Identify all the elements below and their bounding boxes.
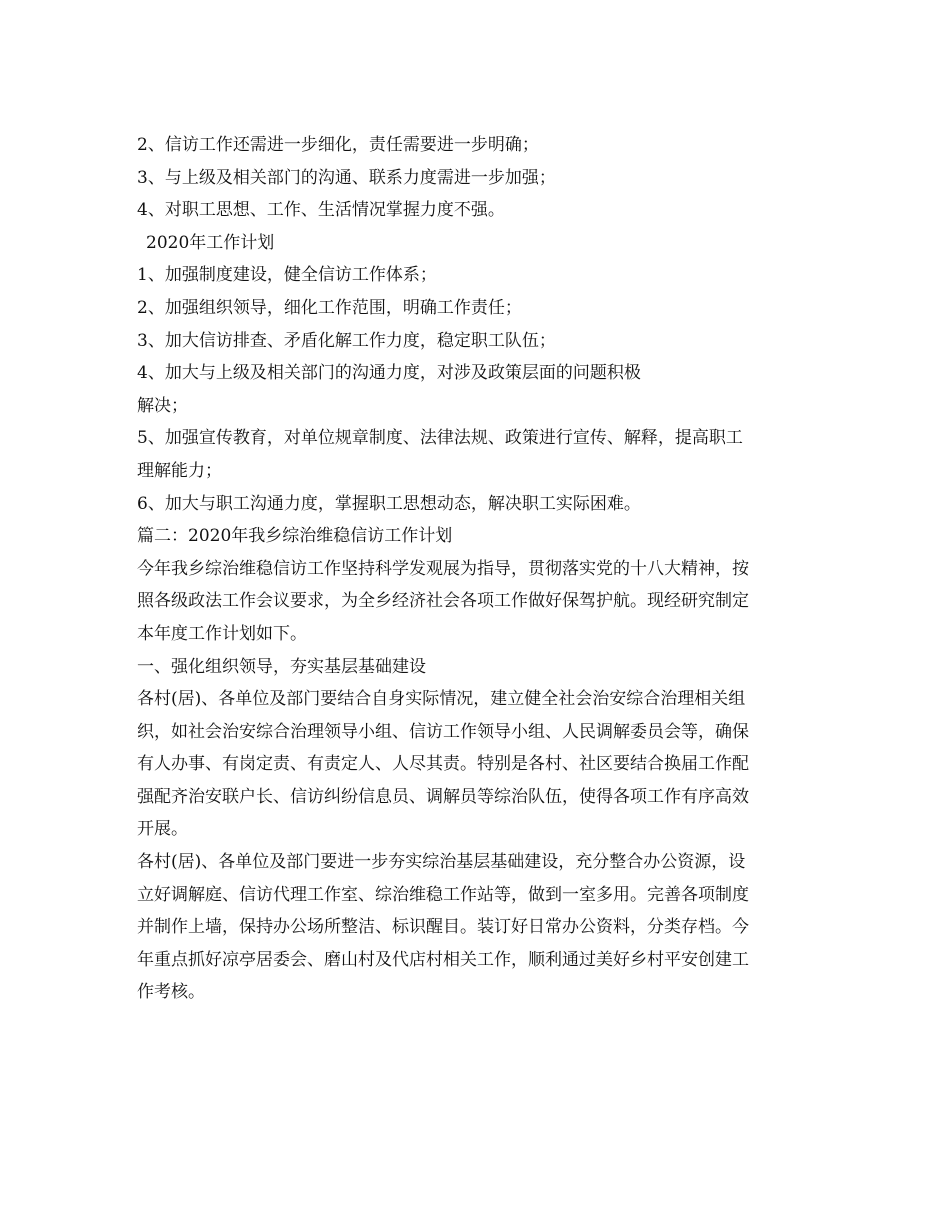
text-line: 各村(居)、各单位及部门要结合自身实际情况，建立健全社会治安综合治理相关组 [137, 689, 746, 710]
text-line: 2、加强组织领导，细化工作范围，明确工作责任； [137, 297, 522, 318]
text-line: 5、加强宣传教育，对单位规章制度、法律法规、政策进行宣传、解释，提高职工 [137, 428, 743, 449]
text-line: 解决； [137, 395, 188, 416]
text-line: 今年我乡综治维稳信访工作坚持科学发观展为指导，贯彻落实党的十八大精神，按 [137, 558, 749, 579]
article-title: 篇二：2020年我乡综治维稳信访工作计划 [137, 526, 453, 547]
text-line: 理解能力； [137, 460, 222, 481]
text-line: 2、信访工作还需进一步细化，责任需要进一步明确； [137, 135, 539, 155]
text-line: 3、与上级及相关部门的沟通、联系力度需进一步加强； [137, 167, 556, 188]
text-line: 立好调解庭、信访代理工作室、综治维稳工作站等，做到一室多用。完善各项制度 [137, 884, 749, 905]
text-line: 并制作上墙，保持办公场所整洁、标识醒目。装订好日常办公资料，分类存档。今 [137, 917, 749, 938]
section-heading: 一、强化组织领导，夯实基层基础建设 [137, 656, 426, 677]
text-line: 6、加大与职工沟通力度，掌握职工思想动态，解决职工实际困难。 [137, 493, 641, 514]
document-body [137, 129, 817, 1009]
text-line: 4、加大与上级及相关部门的沟通力度，对涉及政策层面的问题积极 [137, 363, 641, 384]
text-line: 各村(居)、各单位及部门要进一步夯实综治基层基础建设，充分整合办公资源，设 [137, 852, 746, 873]
text-line: 有人办事、有岗定责、有责定人、人尽其责。特别是各村、社区要结合换届工作配 [137, 754, 749, 775]
text-line: 本年度工作计划如下。 [137, 623, 307, 644]
section-heading: 2020年工作计划 [146, 232, 275, 253]
text-line: 年重点抓好凉亭居委会、磨山村及代店村相关工作，顺利通过美好乡村平安创建工 [137, 949, 749, 970]
text-line: 强配齐治安联户长、信访纠纷信息员、调解员等综治队伍，使得各项工作有序高效 [137, 786, 749, 807]
text-line: 3、加大信访排查、矛盾化解工作力度，稳定职工队伍； [137, 330, 556, 351]
text-line: 织，如社会治安综合治理领导小组、信访工作领导小组、人民调解委员会等，确保 [137, 721, 749, 742]
text-line: 1、加强制度建设，健全信访工作体系； [137, 265, 437, 286]
text-line: 4、对职工思想、工作、生活情况掌握力度不强。 [137, 200, 505, 221]
text-line: 照各级政法工作会议要求，为全乡经济社会各项工作做好保驾护航。现经研究制定 [137, 591, 749, 612]
text-line: 开展。 [137, 819, 188, 840]
text-line: 作考核。 [137, 982, 205, 1003]
